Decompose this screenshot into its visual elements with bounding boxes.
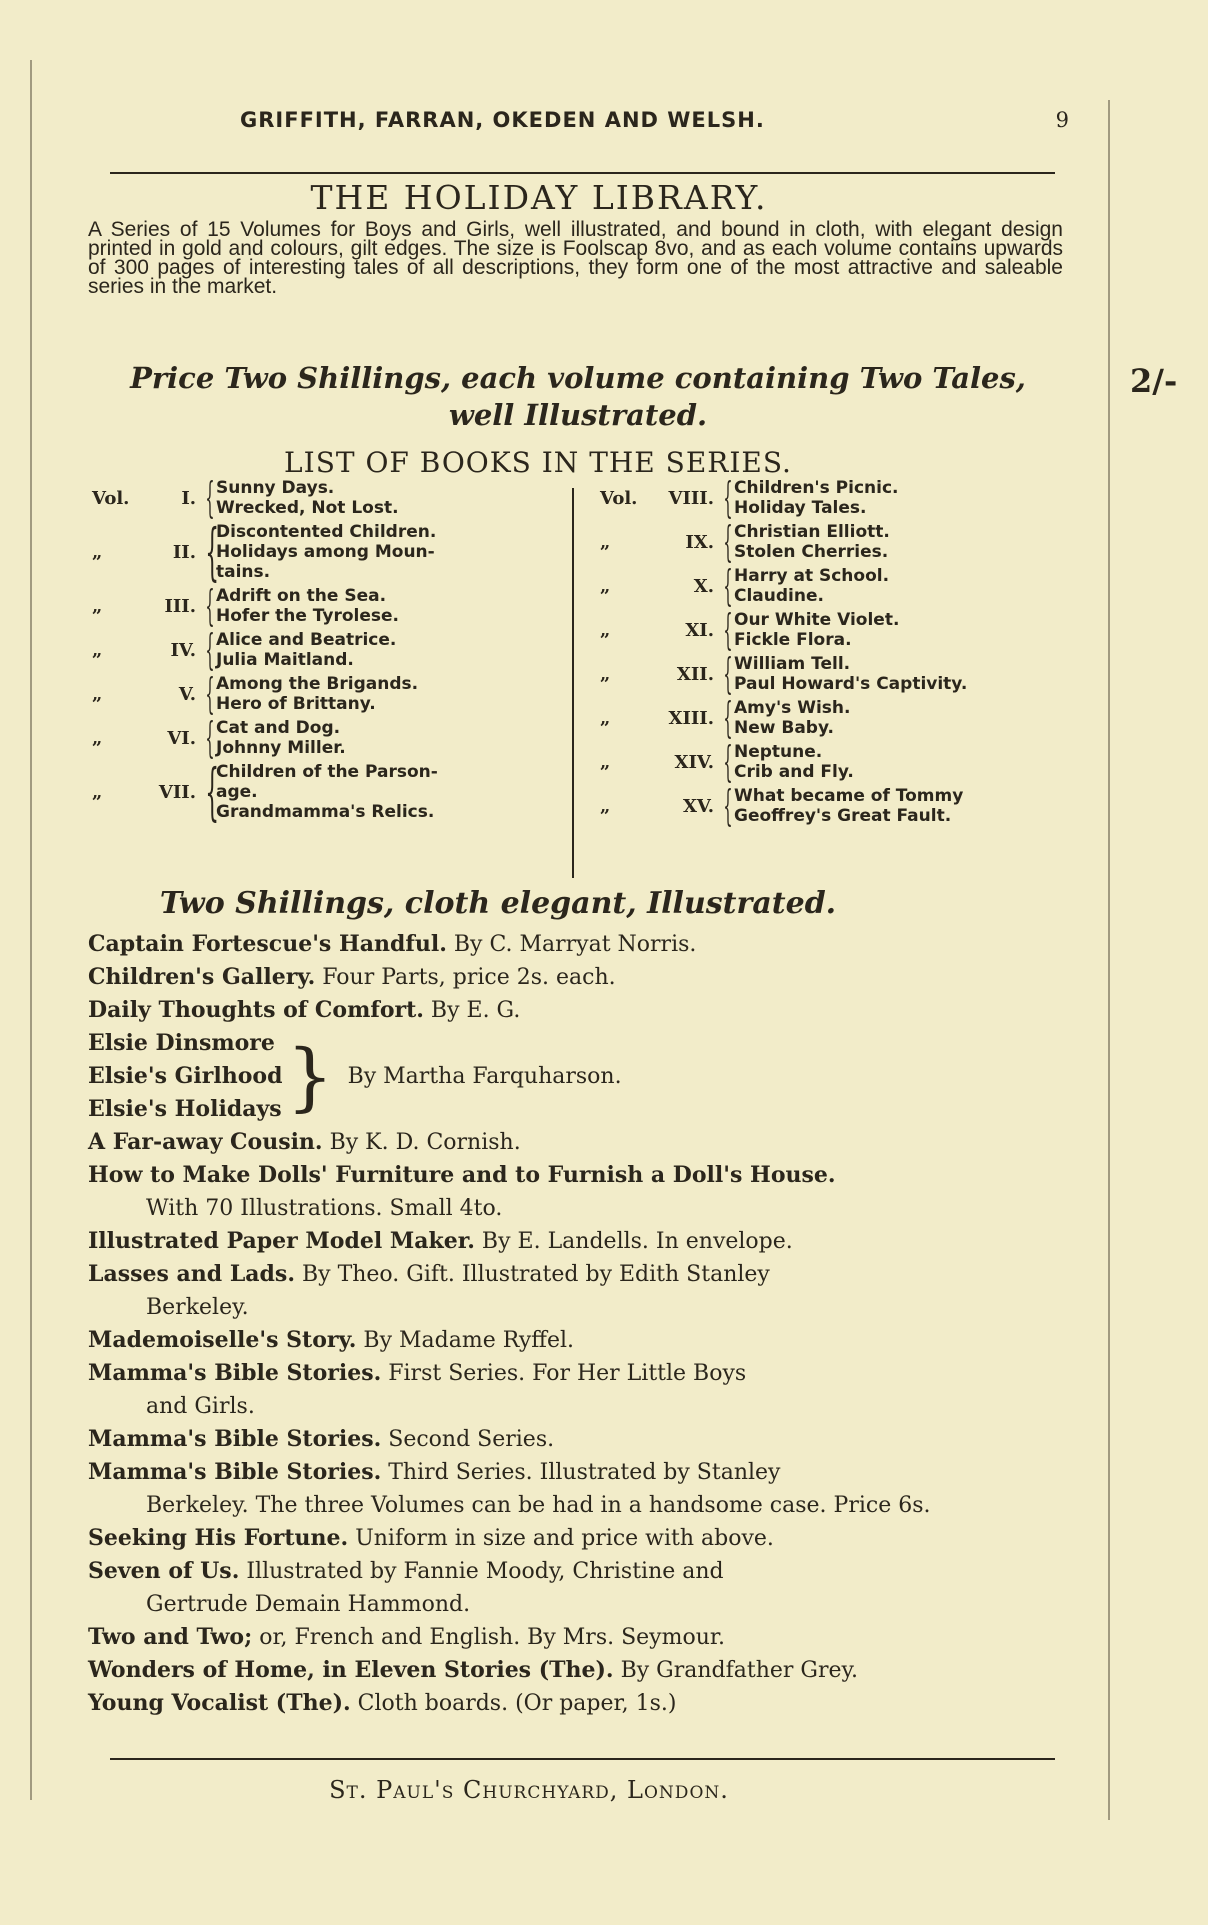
margin-price-note: 2/- xyxy=(1130,362,1178,400)
brace-glyph: { xyxy=(205,515,220,588)
volume-number xyxy=(92,542,202,563)
volume-prefix: „ xyxy=(600,751,611,773)
volume-titles xyxy=(734,610,899,650)
volume-numeral: XV. xyxy=(682,795,714,817)
volume-numeral: XIII. xyxy=(668,707,714,729)
book-title: Young Vocalist (The). xyxy=(88,1690,351,1716)
volume-title: Neptune. xyxy=(734,742,823,762)
volume-number xyxy=(600,752,720,773)
volume-title: New Baby. xyxy=(734,718,834,738)
volume-entry xyxy=(92,625,572,674)
volume-entry xyxy=(600,473,1070,522)
volume-prefix: „ xyxy=(92,781,103,803)
page-edge-left xyxy=(30,60,32,1800)
book-details: or, French and English. By Mrs. Seymour. xyxy=(252,1625,725,1650)
volume-entry xyxy=(92,515,572,588)
book-title: How to Make Dolls' Furniture and to Furnish a Doll's House. xyxy=(88,1162,836,1188)
volume-title: Geoffrey's Great Fault. xyxy=(734,806,952,826)
volume-title: Julia Maitland. xyxy=(216,650,354,670)
book-details-continued: Berkeley. The three Volumes can be had in a handsome case. Price 6s. xyxy=(146,1493,931,1518)
volume-numeral: VIII. xyxy=(668,487,714,509)
brace-glyph: { xyxy=(205,473,215,522)
book-details: By K. D. Cornish. xyxy=(322,1130,521,1155)
volume-title: Cat and Dog. xyxy=(216,718,341,738)
volume-entry xyxy=(600,781,1070,830)
book-title: Lasses and Lads. xyxy=(88,1261,295,1287)
section-title: THE HOLIDAY LIBRARY. xyxy=(310,178,768,217)
volume-titles xyxy=(734,698,850,738)
volume-title: Grandmamma's Relics. xyxy=(216,802,435,822)
volume-titles xyxy=(734,742,854,782)
book-title: Mamma's Bible Stories. xyxy=(88,1426,382,1452)
brace-glyph: { xyxy=(723,737,733,786)
brace-glyph: { xyxy=(723,561,733,610)
book-details: Second Series. xyxy=(381,1427,555,1452)
volume-prefix: „ xyxy=(92,727,103,749)
volume-number xyxy=(92,728,202,749)
book-details-continued: Berkeley. xyxy=(146,1295,249,1320)
book-entry xyxy=(88,1159,1058,1225)
book-entry xyxy=(88,1687,1058,1720)
book-details-continued: Gertrude Demain Hammond. xyxy=(146,1592,471,1617)
book-details: Uniform in size and price with above. xyxy=(348,1526,774,1551)
book-entry xyxy=(88,994,1058,1027)
book-details: By C. Marryat Norris. xyxy=(446,932,697,957)
volume-title: Adrift on the Sea. xyxy=(216,586,387,606)
elsie-title: Elsie Dinsmore xyxy=(88,1030,275,1056)
book-title: Wonders of Home, in Eleven Stories (The). xyxy=(88,1657,614,1683)
book-title: Daily Thoughts of Comfort. xyxy=(88,997,424,1023)
volume-numeral: III. xyxy=(164,595,196,617)
elsie-author: By Martha Farquharson. xyxy=(347,1064,622,1089)
volume-title: Paul Howard's Captivity. xyxy=(734,674,968,694)
volume-numeral: VII. xyxy=(158,781,196,803)
volume-numeral: IX. xyxy=(685,531,714,553)
volume-prefix: „ xyxy=(92,683,103,705)
book-details: By E. G. xyxy=(423,998,521,1023)
volume-entry xyxy=(92,581,572,630)
brace-glyph: { xyxy=(205,669,215,718)
volume-numeral: XI. xyxy=(685,619,714,641)
elsie-titles xyxy=(88,1027,282,1126)
volume-titles xyxy=(216,586,399,626)
brace-glyph: { xyxy=(205,713,215,762)
volume-list-left xyxy=(92,473,572,828)
book-entry xyxy=(88,961,1058,994)
volume-numeral: I. xyxy=(181,487,196,509)
volume-titles xyxy=(216,674,418,714)
book-details: Illustrated by Fannie Moody, Christine and xyxy=(239,1559,724,1584)
book-entry xyxy=(88,1621,1058,1654)
book-entry xyxy=(88,928,1058,961)
volume-prefix: „ xyxy=(600,575,611,597)
volume-entry xyxy=(600,561,1070,610)
book-title: A Far-away Cousin. xyxy=(88,1129,323,1155)
volume-number xyxy=(92,782,202,803)
volume-entry xyxy=(600,649,1070,698)
volume-numeral: XII. xyxy=(676,663,714,685)
volume-number xyxy=(600,576,720,597)
volume-title: Fickle Flora. xyxy=(734,630,852,650)
volume-entry xyxy=(92,473,572,522)
book-details: Cloth boards. (Or paper, 1s.) xyxy=(350,1691,677,1716)
volume-title: What became of Tommy xyxy=(734,786,964,806)
volume-entry xyxy=(600,737,1070,786)
volume-number xyxy=(600,532,720,553)
volume-entry xyxy=(600,693,1070,742)
volume-title: Amy's Wish. xyxy=(734,698,851,718)
volume-list-right xyxy=(600,473,1070,830)
volume-numeral: V. xyxy=(178,683,196,705)
volume-title: Children of the Parson- xyxy=(216,762,438,782)
publisher-address: St. Paul's Churchyard, London. xyxy=(329,1776,729,1804)
volume-entry xyxy=(92,755,572,828)
volume-prefix: „ xyxy=(92,639,103,661)
book-details: First Series. For Her Little Boys xyxy=(381,1361,747,1386)
volume-numeral: VI. xyxy=(167,727,196,749)
volume-titles xyxy=(216,718,346,758)
book-entry xyxy=(88,1126,1058,1159)
volume-entry xyxy=(600,517,1070,566)
volume-titles xyxy=(216,762,438,822)
volume-number xyxy=(600,708,720,729)
volume-title: William Tell. xyxy=(734,654,851,674)
book-entry xyxy=(88,1654,1058,1687)
volume-title: Claudine. xyxy=(734,586,824,606)
volume-title: Among the Brigands. xyxy=(216,674,419,694)
volume-number xyxy=(600,488,720,509)
volume-number xyxy=(92,640,202,661)
book-details-continued: With 70 Illustrations. Small 4to. xyxy=(146,1196,503,1221)
volume-title: Johnny Miller. xyxy=(216,738,346,758)
volume-prefix: Vol. xyxy=(92,487,130,509)
volume-entry xyxy=(600,605,1070,654)
book-entry xyxy=(88,1423,1058,1456)
book-title: Mamma's Bible Stories. xyxy=(88,1459,382,1485)
running-header xyxy=(240,108,1070,138)
volume-title: Harry at School. xyxy=(734,566,890,586)
volume-title: Hero of Brittany. xyxy=(216,694,376,714)
volume-number xyxy=(92,596,202,617)
book-entry xyxy=(88,1555,1058,1621)
two-shillings-book-list xyxy=(88,928,1058,1720)
book-title: Seeking His Fortune. xyxy=(88,1525,349,1551)
volume-titles xyxy=(734,654,967,694)
volume-prefix: „ xyxy=(92,595,103,617)
volume-numeral: II. xyxy=(172,541,196,563)
volume-title: age. xyxy=(216,782,258,802)
volume-titles xyxy=(216,522,436,582)
elsie-title: Elsie's Holidays xyxy=(88,1096,282,1122)
book-entry xyxy=(88,1357,1058,1423)
volume-prefix: „ xyxy=(600,619,611,641)
volume-title: Christian Elliott. xyxy=(734,522,890,542)
header-rule xyxy=(110,172,1055,174)
page-number: 9 xyxy=(1055,108,1070,132)
book-details-continued: and Girls. xyxy=(146,1394,255,1419)
footer-rule xyxy=(110,1758,1055,1760)
series-description: A Series of 15 Volumes for Boys and Girls, well illustrated, and bound in cloth, with elegant design printed in gold and colours, gilt edges. The size is Foolscap 8vo, and as each volume contains upwards of 300 pages of interesting tales of all descriptions, they form one of the most attractive and saleable series in the market. xyxy=(88,218,1063,298)
volume-title: Sunny Days. xyxy=(216,478,335,498)
volume-titles xyxy=(734,786,963,826)
volume-titles xyxy=(734,522,890,562)
volume-prefix: „ xyxy=(600,531,611,553)
volume-title: Hofer the Tyrolese. xyxy=(216,606,399,626)
volume-prefix: „ xyxy=(600,663,611,685)
book-details: By E. Landells. In envelope. xyxy=(474,1229,793,1254)
volume-titles xyxy=(216,630,396,670)
brace-glyph: { xyxy=(723,517,733,566)
book-entry xyxy=(88,1225,1058,1258)
volume-entry xyxy=(92,669,572,718)
volume-title: Wrecked, Not Lost. xyxy=(216,498,399,518)
elsie-title: Elsie's Girlhood xyxy=(88,1063,283,1089)
price-statement xyxy=(88,360,1068,434)
brace-glyph: { xyxy=(723,781,733,830)
volume-title: Alice and Beatrice. xyxy=(216,630,397,650)
book-details: Third Series. Illustrated by Stanley xyxy=(381,1460,781,1485)
page-edge-right xyxy=(1108,100,1110,1820)
book-title: Captain Fortescue's Handful. xyxy=(88,931,447,957)
brace-glyph: { xyxy=(205,581,215,630)
volume-entry xyxy=(92,713,572,762)
volume-prefix: „ xyxy=(600,707,611,729)
elsie-series-entry: Elsie Dinsmore Elsie's Girlhood Elsie's Holidays } By Martha Farquharson. xyxy=(88,1027,1058,1126)
price-line-1: Price Two Shillings, each volume containing Two Tales, xyxy=(130,361,1026,395)
book-title: Mamma's Bible Stories. xyxy=(88,1360,382,1386)
volume-title: Discontented Children. xyxy=(216,522,437,542)
volume-title: Stolen Cherries. xyxy=(734,542,889,562)
book-details: By Madame Ryffel. xyxy=(356,1328,574,1353)
volume-prefix: „ xyxy=(92,541,103,563)
column-divider xyxy=(572,488,574,878)
book-details: Four Parts, price 2s. each. xyxy=(315,965,616,990)
volume-title: Holiday Tales. xyxy=(734,498,867,518)
volume-numeral: X. xyxy=(693,575,714,597)
brace-glyph: { xyxy=(205,625,215,674)
volume-number xyxy=(92,684,202,705)
book-entry xyxy=(88,1522,1058,1555)
book-details: By Grandfather Grey. xyxy=(613,1658,859,1683)
volume-number xyxy=(600,620,720,641)
volume-title: Crib and Fly. xyxy=(734,762,854,782)
volume-numeral: XIV. xyxy=(674,751,714,773)
list-heading: LIST OF BOOKS IN THE SERIES. xyxy=(284,446,792,479)
volume-prefix: Vol. xyxy=(600,487,638,509)
book-title: Mademoiselle's Story. xyxy=(88,1327,357,1353)
volume-title: Our White Violet. xyxy=(734,610,900,630)
volume-titles xyxy=(734,478,899,518)
price-line-2: well Illustrated. xyxy=(448,398,708,432)
book-entry xyxy=(88,1324,1058,1357)
volume-titles xyxy=(734,566,889,606)
book-details: By Theo. Gift. Illustrated by Edith Stanley xyxy=(294,1262,770,1287)
volume-number xyxy=(600,796,720,817)
volume-titles xyxy=(216,478,399,518)
book-title: Illustrated Paper Model Maker. xyxy=(88,1228,475,1254)
publisher-name: GRIFFITH, FARRAN, OKEDEN AND WELSH. xyxy=(240,108,765,132)
brace-glyph: { xyxy=(723,605,733,654)
brace-glyph: { xyxy=(723,649,733,698)
book-title: Seven of Us. xyxy=(88,1558,240,1584)
volume-title: tains. xyxy=(216,562,271,582)
book-entry xyxy=(88,1258,1058,1324)
volume-title: Children's Picnic. xyxy=(734,478,899,498)
book-title: Children's Gallery. xyxy=(88,964,316,990)
brace-glyph: { xyxy=(723,473,733,522)
book-title: Two and Two; xyxy=(88,1624,253,1650)
brace-glyph: { xyxy=(205,755,220,828)
book-entry xyxy=(88,1456,1058,1522)
brace-glyph: { xyxy=(723,693,733,742)
volume-numeral: IV. xyxy=(170,639,196,661)
volume-prefix: „ xyxy=(600,795,611,817)
two-shillings-heading: Two Shillings, cloth elegant, Illustrated. xyxy=(159,886,837,921)
volume-number xyxy=(92,488,202,509)
volume-number xyxy=(600,664,720,685)
volume-title: Holidays among Moun- xyxy=(216,542,435,562)
